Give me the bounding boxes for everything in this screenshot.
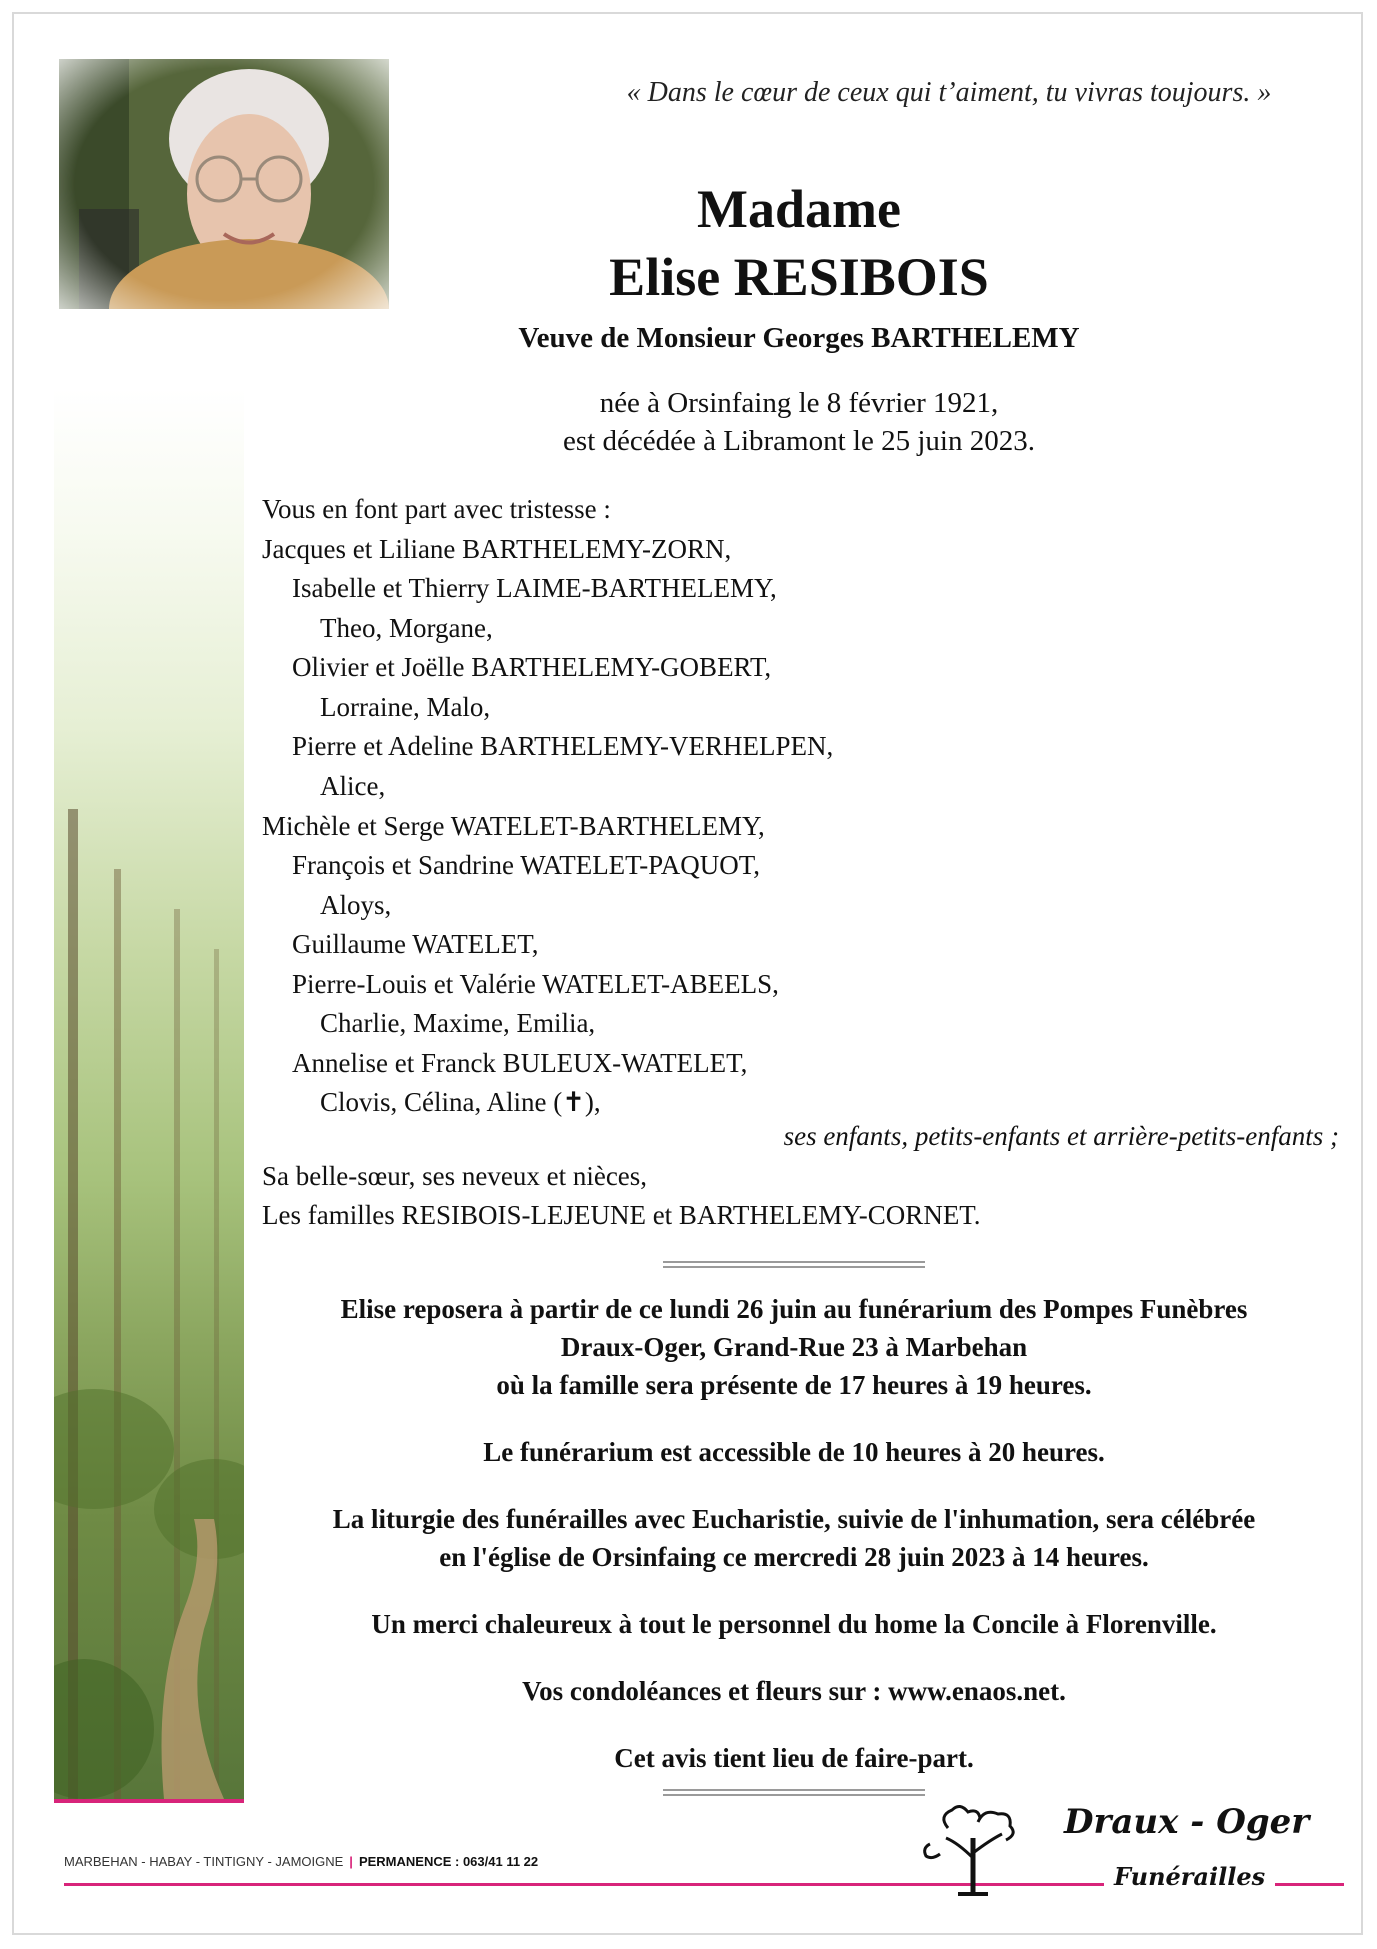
family-line: François et Sandrine WATELET-PAQUOT,	[292, 850, 760, 880]
double-divider	[663, 1261, 925, 1268]
honorific-title: Madame	[697, 179, 901, 239]
condolences-line: Vos condoléances et fleurs sur : www.enaos.net.	[522, 1676, 1066, 1706]
family-intro: Vous en font part avec tristesse :	[262, 494, 611, 524]
logo-subtitle: Funérailles	[1104, 1862, 1275, 1891]
birth-line: née à Orsinfaing le 8 février 1921,	[599, 387, 999, 419]
liturgy-line: La liturgie des funérailles avec Eucharistie, suivie de l'inhumation, sera célébrée	[332, 1504, 1256, 1534]
epitaph-quote: « Dans le cœur de ceux qui t’aiment, tu vivras toujours. »	[626, 77, 1272, 108]
family-line: Pierre-Louis et Valérie WATELET-ABEELS,	[292, 969, 779, 999]
family-line: Jacques et Liliane BARTHELEMY-ZORN,	[262, 534, 732, 564]
portrait-illustration	[59, 59, 389, 309]
forest-illustration	[54, 389, 244, 1799]
logo-company-name: Draux - Oger	[1064, 1802, 1310, 1842]
family-line: Clovis, Célina, Aline (✝),	[320, 1087, 601, 1117]
footer-separator: |	[349, 1854, 353, 1869]
family-line: Pierre et Adeline BARTHELEMY-VERHELPEN,	[292, 731, 834, 761]
thanks-line: Un merci chaleureux à tout le personnel du home la Concile à Florenville.	[371, 1609, 1217, 1639]
footer-locations: MARBEHAN - HABAY - TINTIGNY - JAMOIGNE	[64, 1854, 344, 1869]
double-divider	[663, 1789, 925, 1796]
portrait-photo	[59, 59, 389, 309]
family-line: Michèle et Serge WATELET-BARTHELEMY,	[262, 811, 765, 841]
repose-line: où la famille sera présente de 17 heures à 19 heures.	[496, 1370, 1092, 1400]
family-line: Olivier et Joëlle BARTHELEMY-GOBERT,	[292, 652, 772, 682]
footer-permanence: PERMANENCE : 063/41 11 22	[358, 1854, 539, 1869]
notice-line: Cet avis tient lieu de faire-part.	[614, 1743, 974, 1773]
family-line: Charlie, Maxime, Emilia,	[320, 1008, 596, 1038]
family-line: Guillaume WATELET,	[292, 929, 539, 959]
repose-line: Draux-Oger, Grand-Rue 23 à Marbehan	[560, 1332, 1028, 1362]
access-hours: Le funérarium est accessible de 10 heures à 20 heures.	[483, 1437, 1105, 1467]
death-notice-page	[12, 12, 1363, 1935]
family-relation-suffix: ses enfants, petits-enfants et arrière-petits-enfants ;	[783, 1121, 1339, 1151]
family-line: Isabelle et Thierry LAIME-BARTHELEMY,	[292, 573, 777, 603]
family-line: Les familles RESIBOIS-LEJEUNE et BARTHELEMY-CORNET.	[262, 1200, 981, 1230]
deceased-name: Elise RESIBOIS	[609, 247, 989, 307]
family-line: Annelise et Franck BULEUX-WATELET,	[292, 1048, 748, 1078]
footer-locations-bar	[64, 1854, 538, 1869]
family-line: Aloys,	[320, 890, 392, 920]
family-line: Alice,	[320, 771, 386, 801]
repose-line: Elise reposera à partir de ce lundi 26 juin au funérarium des Pompes Funèbres	[340, 1294, 1248, 1324]
liturgy-line: en l'église de Orsinfaing ce mercredi 28 juin 2023 à 14 heures.	[439, 1542, 1149, 1572]
forest-path-image	[54, 389, 244, 1803]
family-line: Lorraine, Malo,	[320, 692, 491, 722]
family-line: Theo, Morgane,	[320, 613, 493, 643]
death-line: est décédée à Libramont le 25 juin 2023.	[563, 425, 1035, 457]
widow-of: Veuve de Monsieur Georges BARTHELEMY	[518, 322, 1080, 354]
tree-logo-icon	[918, 1798, 1028, 1898]
family-line: Sa belle-sœur, ses neveux et nièces,	[262, 1161, 648, 1191]
